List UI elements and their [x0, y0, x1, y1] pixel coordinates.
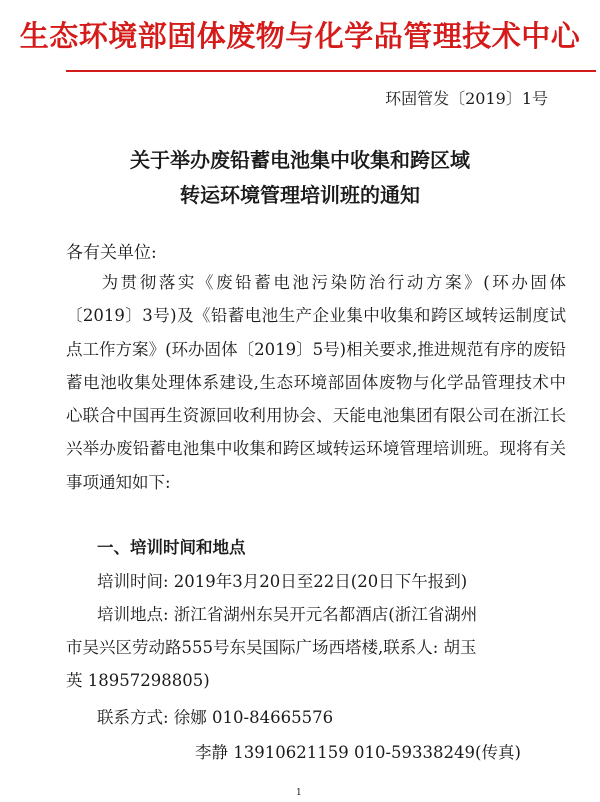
intro-paragraph-text: 为贯彻落实《废铅蓄电池污染防治行动方案》(环办固体〔2019〕3号)及《铅蓄电池生产企业集中收集和跨区域转运制度试点工作方案》(环办固体〔2019〕5号)相关要求,推进规范有序的废铅蓄电池收集处理体系建设,生态环境部固体废物与化学品管理技术中心联合中国再生资源回收利用协会、天能电池集团有限公司在浙江长兴举办废铅蓄电池集中收集和跨区域转运环境管理培训班。现将有关事项通知如下:	[66, 273, 566, 492]
section-heading: 一、培训时间和地点	[97, 538, 246, 557]
page-number: 1	[296, 788, 302, 798]
contact-line-2: 李静 13910621159 010-59338249(传真)	[195, 743, 521, 762]
training-time: 培训时间: 2019年3月20日至22日(20日下午报到)	[97, 572, 468, 591]
org-title: 生态环境部固体废物与化学品管理技术中心	[19, 19, 581, 53]
notice-title-line-2: 转运环境管理培训班的通知	[180, 183, 420, 207]
header-red-rule	[66, 70, 596, 72]
salutation: 各有关单位:	[66, 243, 157, 263]
venue-line-3: 英 18957298805)	[66, 671, 210, 690]
intro-paragraph	[66, 266, 566, 499]
contact-line-1: 联系方式: 徐娜 010-84665576	[97, 708, 334, 727]
notice-title-line-1: 关于举办废铅蓄电池集中收集和跨区域	[130, 148, 470, 172]
venue-line-2: 市吴兴区劳动路555号东吴国际广场西塔楼,联系人: 胡玉	[66, 638, 477, 657]
document-number: 环固管发〔2019〕1号	[385, 89, 548, 108]
venue-line-1: 培训地点: 浙江省湖州东吴开元名都酒店(浙江省湖州	[97, 605, 478, 624]
